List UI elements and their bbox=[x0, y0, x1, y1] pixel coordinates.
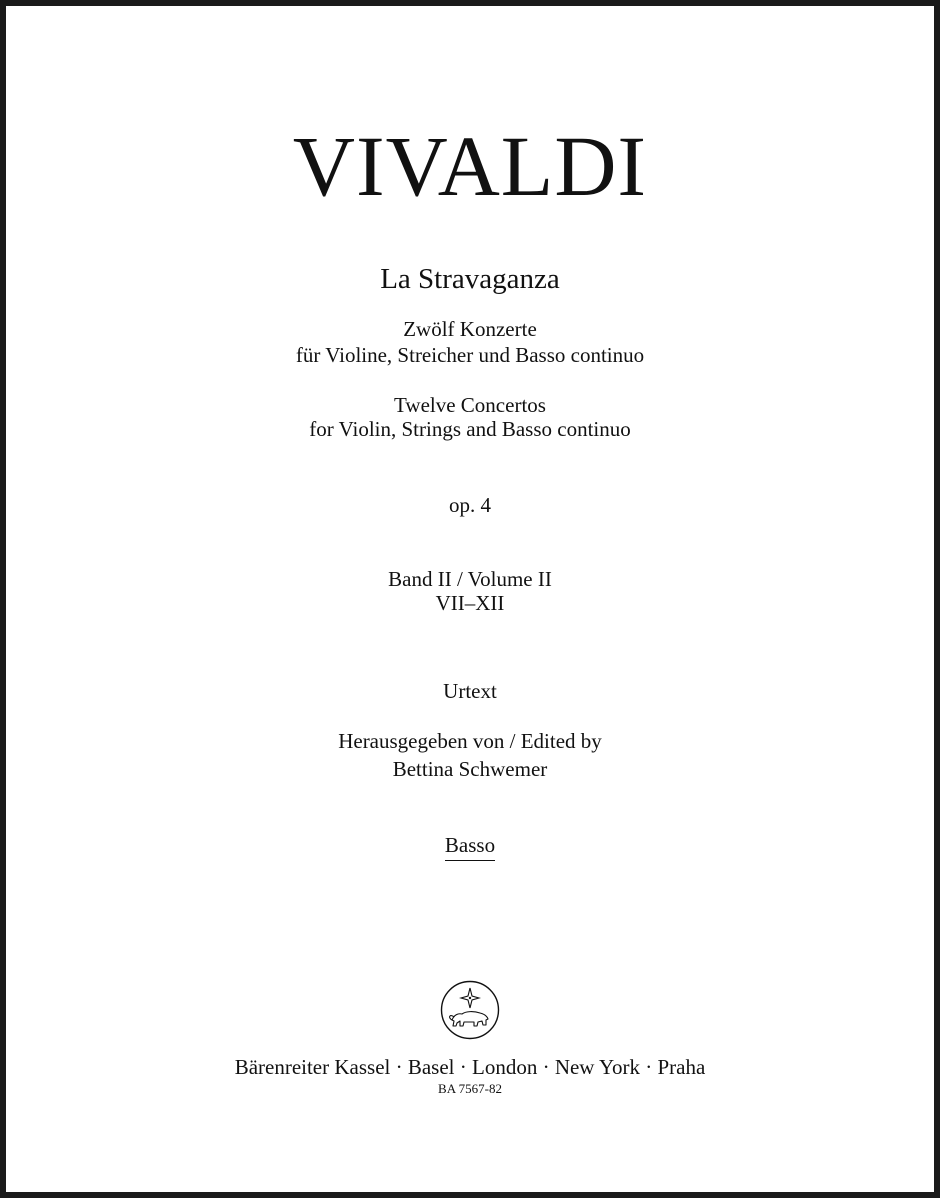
part-name-wrapper bbox=[6, 832, 934, 861]
editor-name: Bettina Schwemer bbox=[392, 757, 548, 781]
volume-range: VII–XII bbox=[435, 591, 505, 615]
opus-number: op. 4 bbox=[449, 493, 491, 517]
part-name: Basso bbox=[445, 832, 495, 861]
volume-label: Band II / Volume II bbox=[388, 567, 552, 591]
work-title: La Stravaganza bbox=[380, 263, 560, 295]
subtitle-english-line-2: for Violin, Strings and Basso continuo bbox=[309, 417, 631, 441]
composer-name: VIVALDI bbox=[292, 118, 648, 214]
edition-type: Urtext bbox=[443, 679, 497, 703]
subtitle-german-line-1: Zwölf Konzerte bbox=[403, 317, 537, 341]
baerenreiter-logo-icon bbox=[440, 980, 500, 1040]
cover-page bbox=[6, 6, 934, 1192]
publisher-line: Bärenreiter Kassel · Basel · London · New York · Praha bbox=[234, 1055, 706, 1079]
catalog-number: BA 7567-82 bbox=[438, 1081, 502, 1096]
subtitle-english-line-1: Twelve Concertos bbox=[394, 393, 546, 417]
subtitle-german-line-2: für Violine, Streicher und Basso continuo bbox=[295, 343, 645, 367]
edited-by-label: Herausgegeben von / Edited by bbox=[338, 729, 602, 753]
